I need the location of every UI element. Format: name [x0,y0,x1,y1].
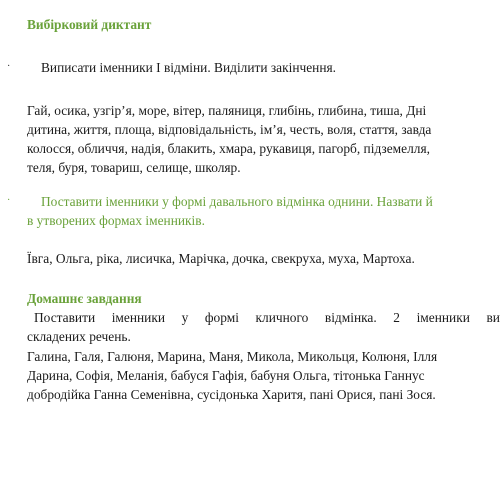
task-bullet: · [7,61,11,72]
dictation-heading: Вибірковий диктант [27,17,152,32]
task-bullet: · [7,195,11,206]
task-word: 2 [393,310,400,325]
dative-words: Ївга, Ольга, ріка, лисичка, Марічка, дочка, свекруха, муха, Мартоха. [27,251,415,266]
task-word: Поставити [34,310,96,325]
dictation-task: Виписати іменники І відміни. Виділити закінчення. [41,60,337,75]
task-word: іменники [111,310,165,325]
homework-heading: Домашнє завдання [27,291,142,306]
dictation-text-line: дитина, життя, площа, відповідальність, ім’я, честь, воля, стаття, завда [27,122,432,137]
homework-task-line [34,310,500,326]
task-word: кличного [255,310,309,325]
dative-task-line: в утворених формах іменників. [27,213,205,228]
homework-text-line: Галина, Галя, Галюня, Марина, Маня, Микола, Микольця, Колюня, Ілля [27,349,438,364]
dictation-text-line: колосся, обличчя, надія, блакить, хмара, рукавиця, пагорб, підземелля, [27,141,430,156]
homework-text-line: Дарина, Софія, Меланія, бабуся Гафія, бабуня Ольга, тітонька Ганнус [27,368,425,383]
dictation-text-line: Гай, осика, узгір’я, море, вітер, паляниця, глибінь, глибина, тиша, Дні [27,103,427,118]
task-word: відмінка. [324,310,377,325]
task-word: іменники [416,310,470,325]
dative-task-line: Поставити іменники у формі давального відмінка однини. Назвати й [41,194,433,209]
task-word: ви [486,310,500,325]
task-word: у [181,310,189,325]
dictation-text-line: теля, буря, товариш, селище, школяр. [27,160,241,175]
task-word: формі [204,310,239,325]
homework-task-line: складених речень. [27,329,131,344]
homework-text-line: добродійка Ганна Семенівна, сусідонька Харитя, пані Орися, пані Зося. [27,387,436,402]
